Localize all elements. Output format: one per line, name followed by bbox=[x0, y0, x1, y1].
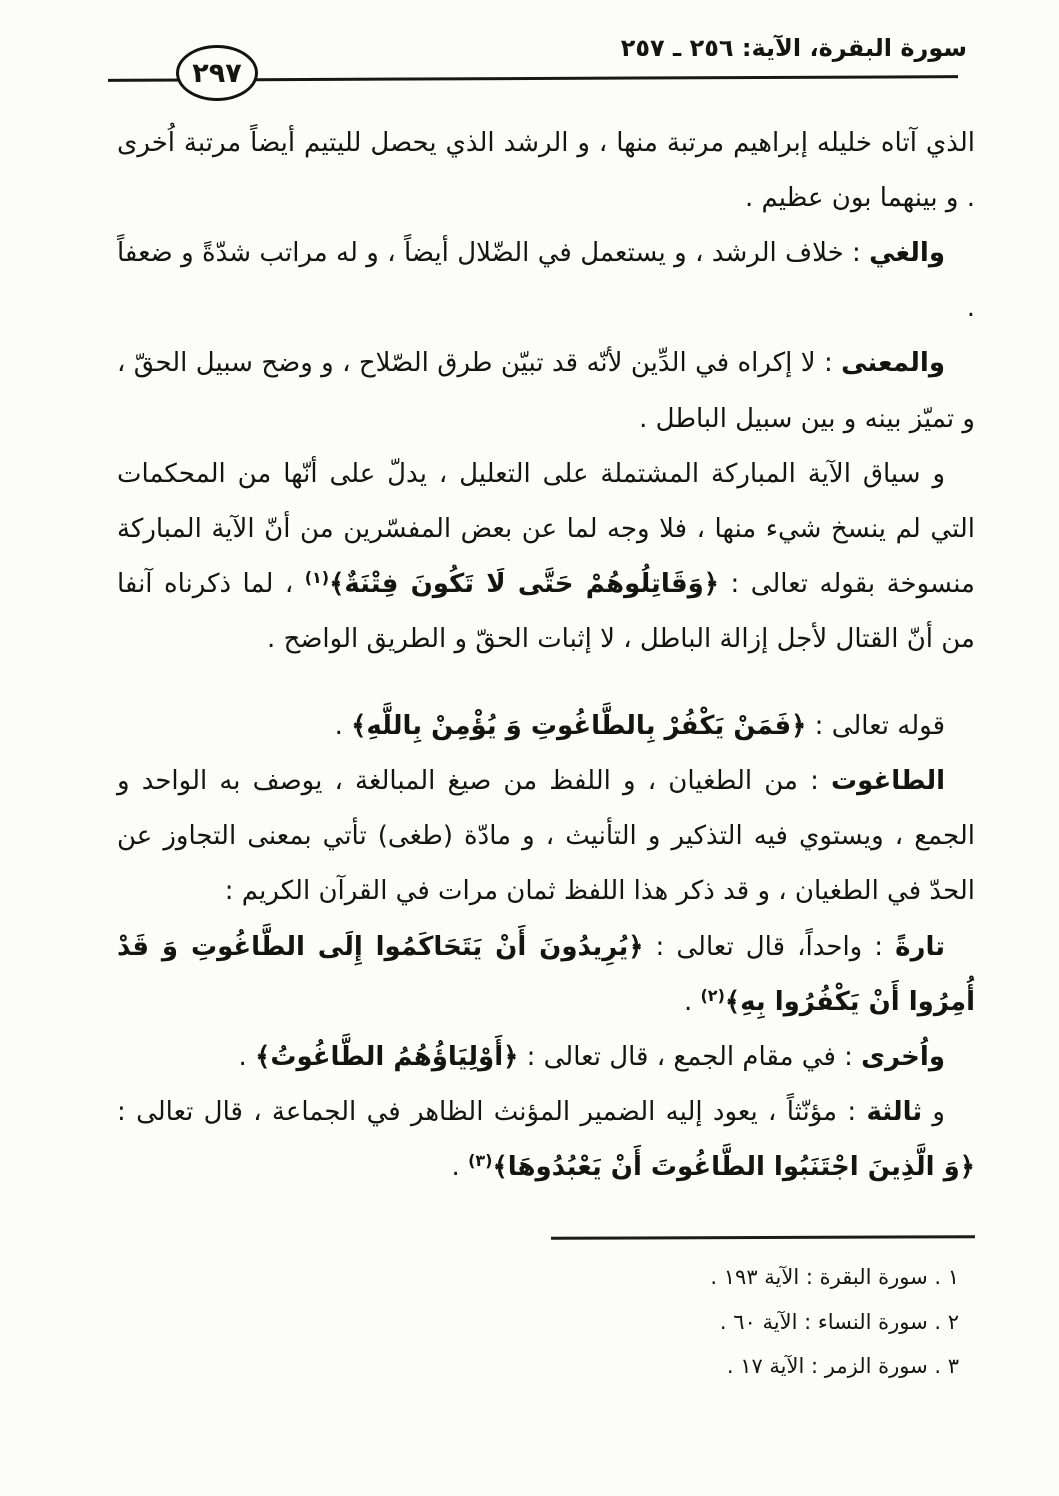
footnote-item: ١ . سورة البقرة : الآية ١٩٣ . bbox=[710, 1265, 959, 1289]
footnote-item: ٢ . سورة النساء : الآية ٦٠ . bbox=[719, 1309, 959, 1334]
text-segment: : مؤنّثاً ، يعود إليه الضمير المؤنث الظاهر في الجماعة ، قال تعالى : bbox=[117, 1096, 867, 1127]
footnote-ref: (٣) bbox=[468, 1150, 493, 1170]
verse-segment: ﴿وَقَاتِلُوهُمْ حَتَّى لَا تَكُونَ فِتْنَةٌ﴾ bbox=[329, 568, 720, 599]
text-segment: . bbox=[683, 986, 701, 1017]
paragraph bbox=[117, 226, 975, 336]
paragraph bbox=[117, 447, 975, 667]
text-segment: . bbox=[451, 1151, 469, 1182]
keyword-segment: والغي bbox=[869, 238, 945, 269]
text-segment: الذي آتاه خليله إبراهيم مرتبة منها ، و الرشد الذي يحصل لليتيم أيضاً مرتبة اُخرى . و بينهما بون عظيم . bbox=[117, 128, 975, 214]
footnote-ref: (١) bbox=[304, 567, 330, 587]
page-number-badge bbox=[176, 45, 258, 101]
footnote-item: ٣ . سورة الزمر : الآية ١٧ . bbox=[726, 1354, 959, 1379]
keyword-segment: تارةً bbox=[895, 931, 945, 962]
keyword-segment: والمعنى bbox=[841, 348, 945, 379]
paragraph bbox=[117, 1085, 975, 1195]
keyword-segment: الطاغوت bbox=[831, 766, 945, 797]
verse-segment: ﴿وَ الَّذِينَ اجْتَنَبُوا الطَّاغُوتَ أَنْ يَعْبُدُوهَا﴾ bbox=[492, 1151, 975, 1182]
keyword-segment: واُخرى bbox=[861, 1041, 945, 1072]
paragraph bbox=[117, 754, 975, 919]
footnote-separator bbox=[551, 1235, 975, 1239]
verse-segment: ﴿أَوْلِيَاؤُهُمُ الطَّاغُوتُ﴾ bbox=[255, 1041, 519, 1072]
text-segment: و bbox=[922, 1096, 945, 1127]
text-segment: . bbox=[334, 711, 352, 742]
text-segment: : في مقام الجمع ، قال تعالى : bbox=[518, 1041, 862, 1072]
text-segment: : لا إكراه في الدِّين لأنّه قد تبيّن طرق الصّلاح ، و وضح سبيل الحقّ ، و تميّز بينه و بين سبيل الباطل . bbox=[117, 348, 975, 434]
text-segment: : واحداً، قال تعالى : bbox=[643, 931, 896, 962]
header-title: سورة البقرة، الآية: ٢٥٦ ـ ٢٥٧ bbox=[620, 34, 967, 62]
text-segment: : خلاف الرشد ، و يستعمل في الضّلال أيضاً ، و له مراتب شدّةً و ضعفاً . bbox=[117, 238, 975, 324]
footnotes bbox=[117, 1236, 975, 1389]
paragraph bbox=[117, 1030, 975, 1085]
verse-segment: ﴿يُرِيدُونَ أَنْ يَتَحَاكَمُوا إِلَى الطَّاغُوتِ وَ قَدْ أُمِرُوا أَنْ يَكْفُرُوا بِهِ﴾ bbox=[117, 931, 975, 1017]
paragraph bbox=[117, 336, 975, 446]
text-segment: و سياق الآية المباركة المشتملة على التعليل ، يدلّ على أنّها من المحكمات التي لم ينسخ شيء منها ، فلا وجه لما عن بعض المفسّرين من أنّ الآية المباركة منسوخة بقوله تعالى : bbox=[117, 458, 975, 599]
body-text bbox=[117, 116, 975, 1195]
keyword-segment: ثالثة bbox=[866, 1096, 923, 1127]
text-segment: . bbox=[238, 1041, 256, 1072]
text-segment: : من الطغيان ، و اللفظ من صيغ المبالغة ، يوصف به الواحد و الجمع ، ويستوي فيه التذكير و التأنيث ، و مادّة (طغى) تأتي بمعنى التجاوز عن الحدّ في الطغيان ، و قد ذكر هذا اللفظ ثمان مرات في القرآن الكريم : bbox=[117, 766, 975, 907]
verse-segment: ﴿فَمَنْ يَكْفُرْ بِالطَّاغُوتِ وَ يُؤْمِنْ بِاللَّهِ﴾ bbox=[351, 711, 807, 742]
text-segment: قوله تعالى : bbox=[806, 711, 945, 742]
paragraph bbox=[117, 116, 975, 226]
page-number: ٢٩٧ bbox=[192, 57, 242, 89]
paragraph bbox=[117, 699, 975, 754]
footnote-ref: (٢) bbox=[700, 985, 725, 1005]
paragraph bbox=[117, 920, 975, 1030]
text-segment: ، لما ذكرناه آنفا من أنّ القتال لأجل إزالة الباطل ، لا إثبات الحقّ و الطريق الواضح . bbox=[117, 568, 975, 654]
